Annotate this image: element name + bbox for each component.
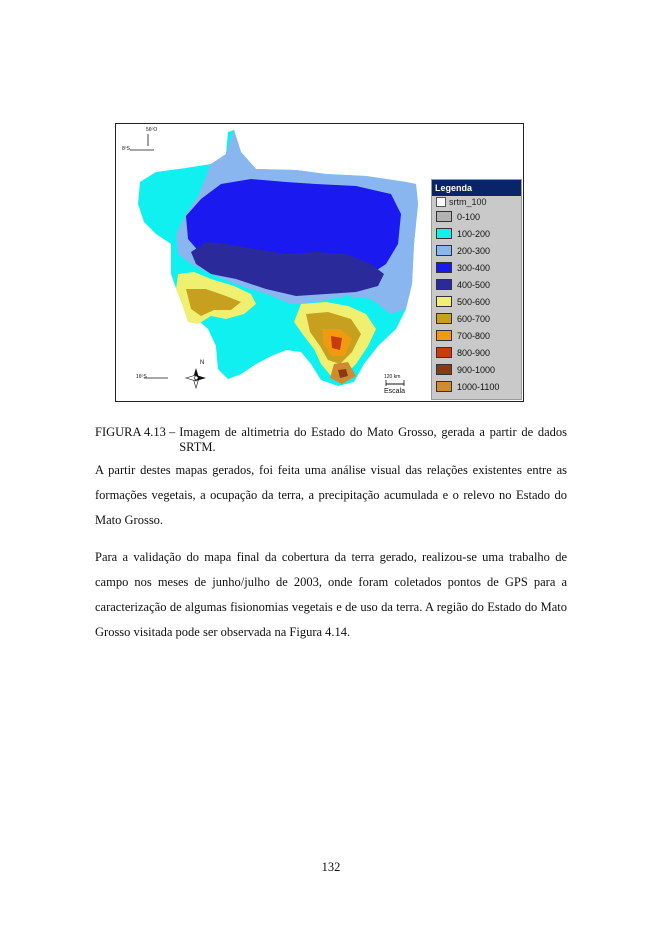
legend-swatch	[436, 330, 452, 341]
legend-swatch	[436, 245, 452, 256]
page-number: 132	[321, 860, 341, 874]
legend-swatch	[436, 313, 452, 324]
legend-swatch	[436, 279, 452, 290]
legend-swatch	[436, 211, 452, 222]
legend-item-label: 700-800	[457, 330, 491, 341]
legend-item-label: 500-600	[457, 296, 491, 307]
scale-caption: Escala	[384, 388, 406, 395]
altimetry-figure	[115, 123, 524, 402]
legend-item-label: 200-300	[457, 245, 491, 256]
legend-item-label: 0-100	[457, 211, 481, 222]
legend-item	[432, 276, 521, 293]
paragraph-2: Para a validação do mapa final da cobertura da terra gerado, realizou-se uma trabalho de campo nos meses de junho/julho de 2003, onde foram coletados pontos de GPS para a caracterização de algumas fisionomias vegetais e de uso da terra. A região do Estado do Mato Grosso visitada pode ser observada na Figura 4.14.	[95, 550, 567, 639]
caption-text: Imagem de altimetria do Estado do Mato Grosso, gerada a partir de dados SRTM.	[179, 425, 567, 454]
caption-label: FIGURA 4.13 –	[95, 425, 176, 439]
legend-item	[432, 259, 521, 276]
coord-label-top: 56ºO	[146, 127, 158, 133]
legend-item-label: 900-1000	[457, 364, 496, 375]
legend-item	[432, 208, 521, 225]
legend-swatch	[436, 347, 452, 358]
legend-swatch	[436, 262, 452, 273]
north-label: N	[200, 360, 205, 366]
legend-layer-row	[432, 196, 521, 208]
legend-item	[432, 293, 521, 310]
paragraph-1: A partir destes mapas gerados, foi feita uma análise visual das relações existentes entre as formações vegetais, a ocupação da terra, a precipitação acumulada e o relevo no Estado do Mato Grosso.	[95, 463, 567, 527]
compass-rose-icon	[186, 368, 206, 388]
legend-title: Legenda	[432, 180, 521, 196]
legend-swatch	[436, 381, 452, 392]
legend-item-label: 800-900	[457, 347, 491, 358]
legend-item-label: 1000-1100	[457, 381, 500, 392]
legend-item	[432, 242, 521, 259]
legend-item-label: 400-500	[457, 279, 491, 290]
map-legend	[431, 179, 522, 400]
legend-item	[432, 225, 521, 242]
legend-item	[432, 344, 521, 361]
legend-item-label: 600-700	[457, 313, 491, 324]
figure-caption	[95, 425, 567, 455]
scale-bar	[386, 380, 404, 386]
legend-item-label: 100-200	[457, 228, 491, 239]
legend-swatch	[436, 228, 452, 239]
scale-distance: 120 km	[384, 374, 401, 380]
legend-item	[432, 378, 521, 395]
legend-item	[432, 361, 521, 378]
legend-swatch	[436, 364, 452, 375]
legend-item-label: 300-400	[457, 262, 491, 273]
legend-swatch	[436, 296, 452, 307]
legend-items	[432, 208, 521, 395]
legend-item	[432, 327, 521, 344]
coord-label-left-bottom: 16ºS	[136, 374, 147, 380]
legend-layer-name: srtm_100	[449, 197, 487, 207]
coord-label-left-top: 8ºS	[122, 146, 130, 152]
layer-checkbox-icon[interactable]	[436, 197, 446, 207]
legend-item	[432, 310, 521, 327]
